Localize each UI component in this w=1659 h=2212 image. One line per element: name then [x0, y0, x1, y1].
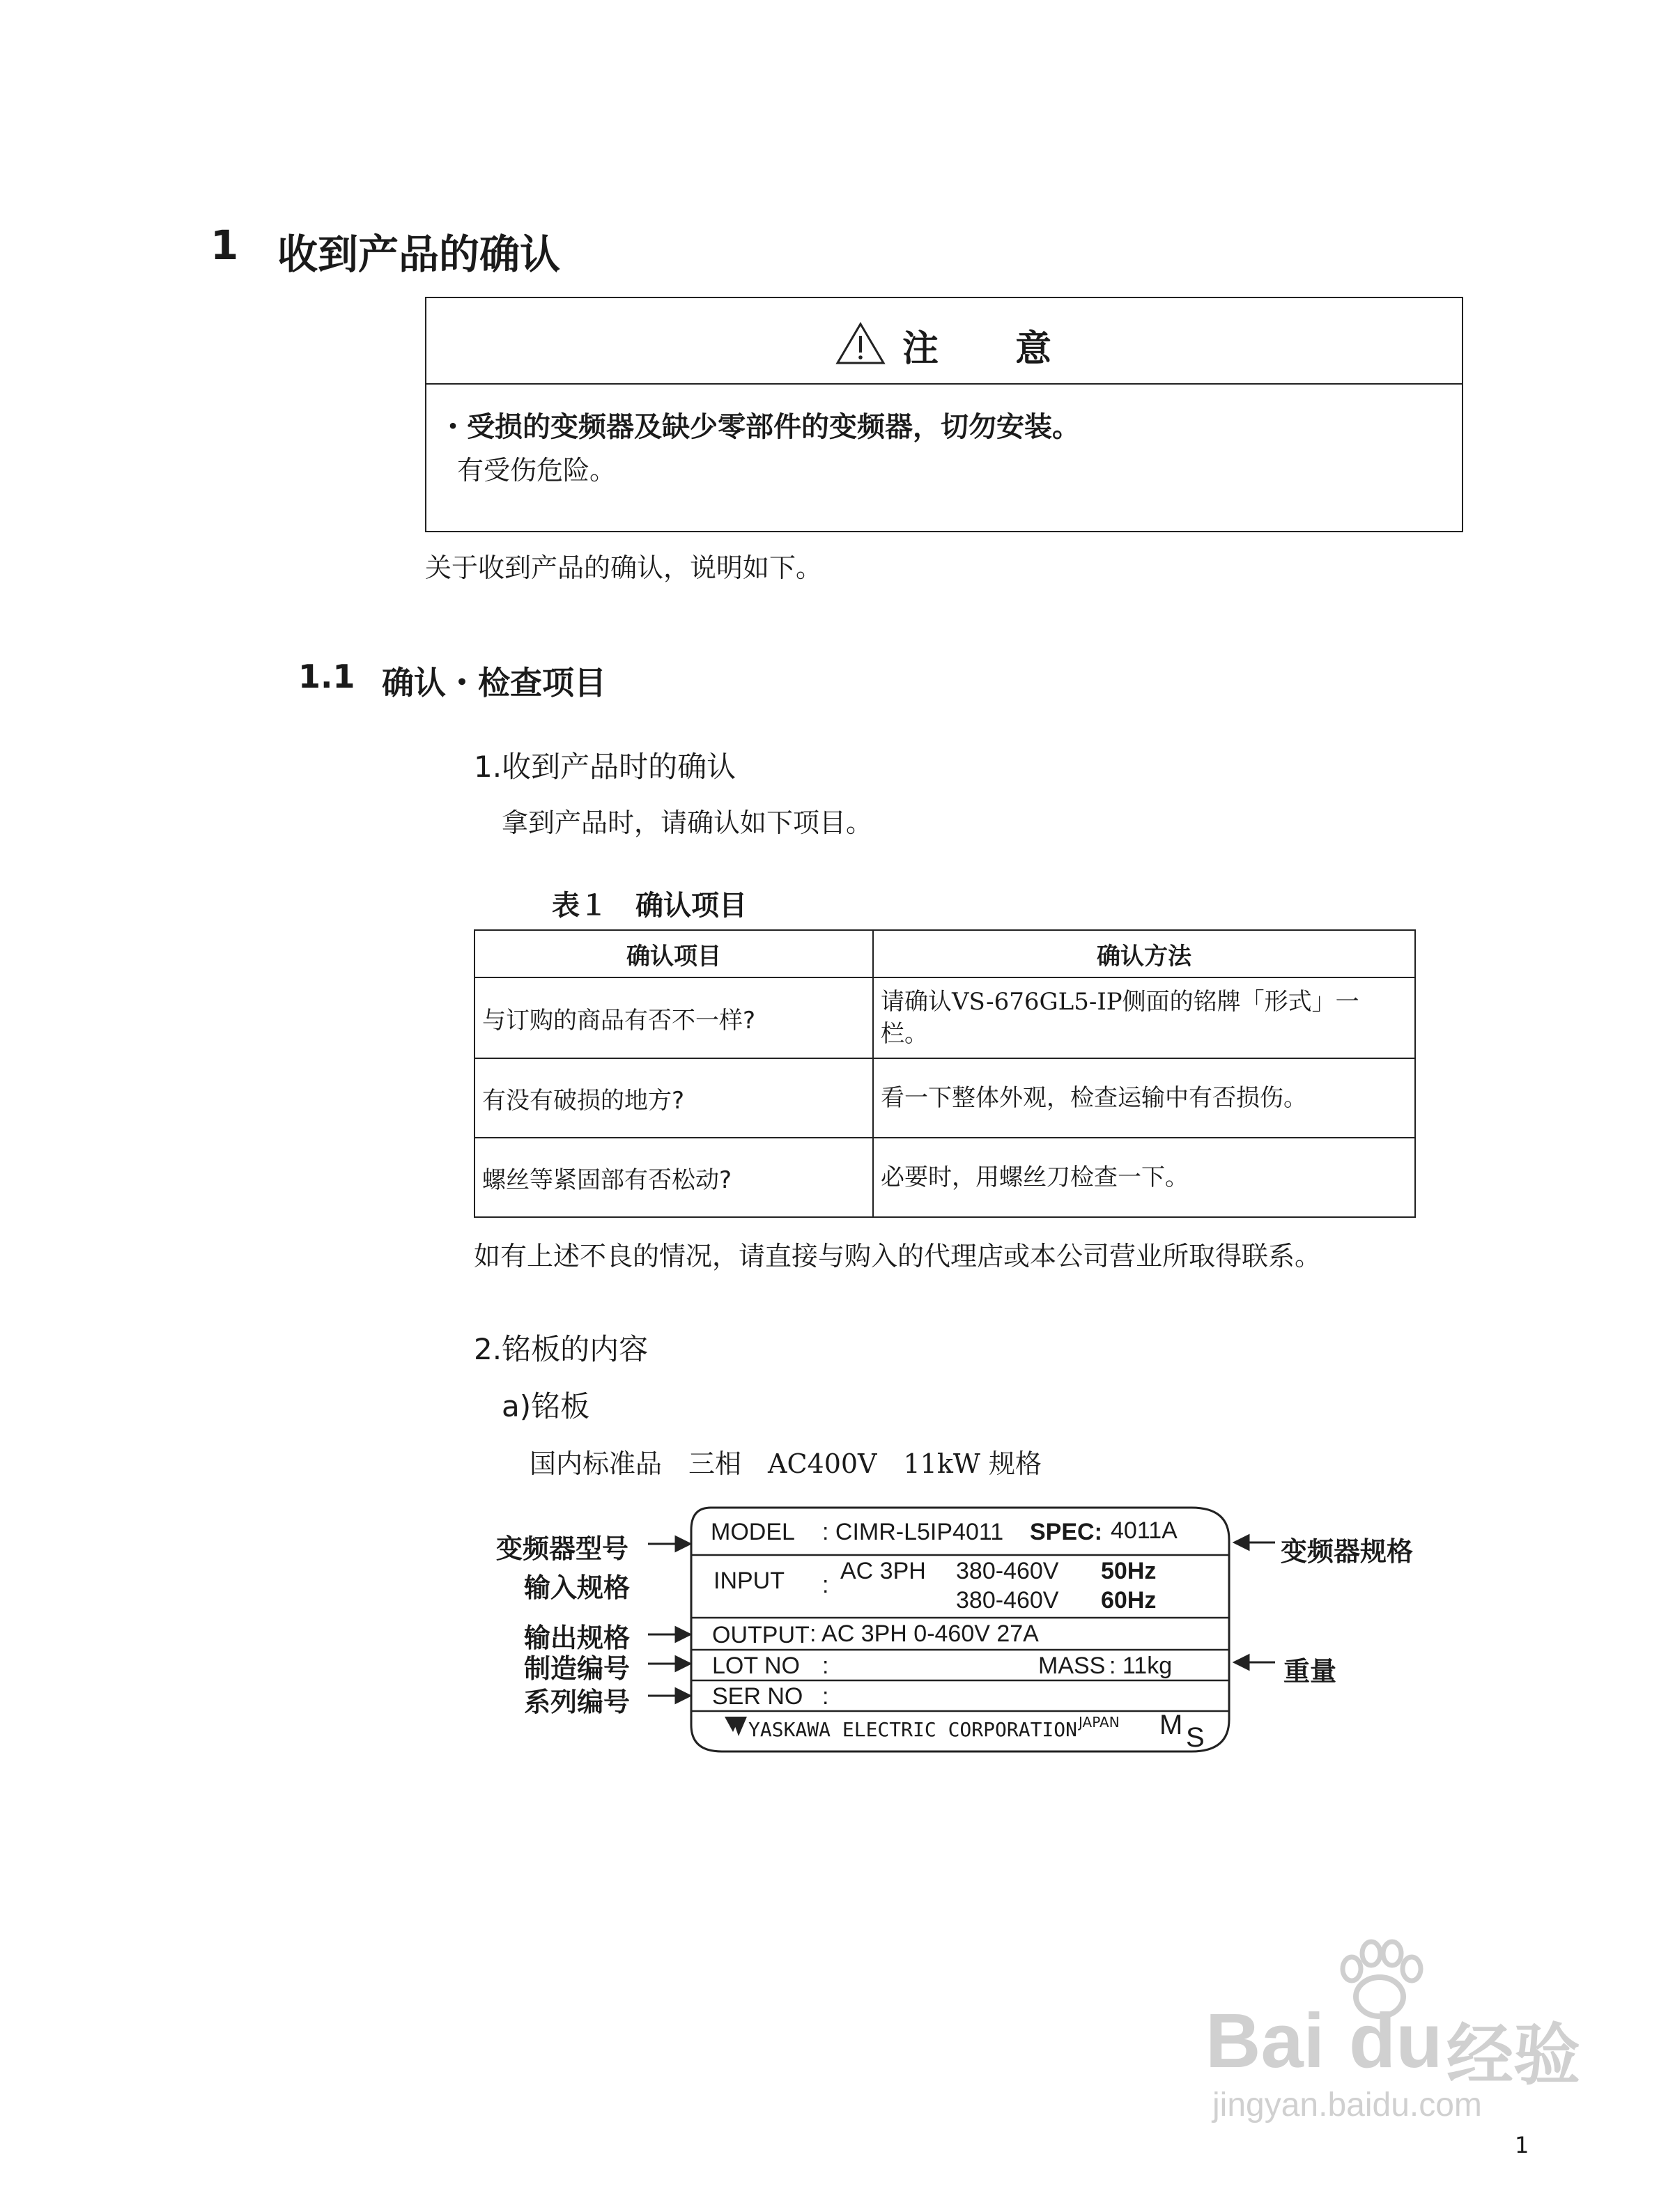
np-input-freq-1: 50Hz [1101, 1558, 1157, 1584]
subsection-number: 1.1 [298, 658, 355, 695]
np-input-voltage-1: 380-460V [956, 1558, 1059, 1584]
np-input-freq-2: 60Hz [1101, 1587, 1157, 1614]
np-country: JAPAN [1079, 1714, 1120, 1731]
np-lot-colon: : [822, 1653, 829, 1679]
label-series-number: 系列编号 [524, 1687, 631, 1717]
table-cell-item: 有没有破损的地方? [474, 1058, 873, 1138]
label-mass: 重量 [1283, 1656, 1337, 1687]
baidu-watermark [1205, 1993, 1596, 2124]
caution-title: 注 意 [902, 328, 1053, 370]
table-header-item: 确认项目 [474, 930, 873, 977]
caution-bullet: ・受损的变频器及缺少零部件的变频器，切勿安装。 [439, 411, 1080, 443]
np-mass-label: MASS [1038, 1653, 1106, 1679]
item2-heading: 2.铭板的内容 [474, 1332, 649, 1366]
label-input-spec: 输入规格 [524, 1572, 631, 1603]
section-title: 收到产品的确认 [277, 231, 561, 278]
np-mark: M [1159, 1710, 1183, 1740]
np-input-colon: : [822, 1572, 829, 1598]
after-table-text: 如有上述不良的情况，请直接与购入的代理店或本公司营业所取得联系。 [474, 1241, 1322, 1271]
np-ser-colon: : [822, 1683, 829, 1710]
np-output-value: : AC 3PH 0-460V 27A [810, 1621, 1039, 1647]
np-output-label: OUTPUT [712, 1622, 810, 1648]
subsection-title: 确认・检查项目 [382, 664, 606, 702]
np-input-phase: AC 3PH [840, 1558, 926, 1584]
np-model-label: MODEL [711, 1519, 795, 1545]
watermark-cn: 经验 [1446, 2018, 1580, 2093]
table-cell-item: 与订购的商品有否不一样? [474, 977, 873, 1058]
item1-heading: 1.收到产品时的确认 [474, 750, 736, 784]
section-number: 1 [210, 222, 239, 269]
arrow-head [676, 1689, 690, 1703]
arrow-head [676, 1627, 690, 1641]
np-spec-value: 4011A [1111, 1517, 1178, 1544]
item2-subheading: a)铭板 [502, 1389, 590, 1423]
table-cell-method-line: 看一下整体外观，检查运输中有否损伤。 [881, 1084, 1307, 1112]
watermark-brand2: du [1349, 1998, 1443, 2084]
np-model-value: : CIMR-L5IP4011 [822, 1519, 1004, 1545]
arrow-head [1235, 1536, 1249, 1549]
np-maker: YASKAWA ELECTRIC CORPORATION [748, 1718, 1078, 1741]
arrow-head [1235, 1655, 1249, 1669]
np-input-label: INPUT [713, 1568, 785, 1594]
table-cell-method-line: 必要时，用螺丝刀检查一下。 [881, 1163, 1189, 1191]
np-mass-value: : 11kg [1109, 1653, 1173, 1679]
np-spec-label: SPEC: [1030, 1519, 1102, 1545]
np-input-voltage-2: 380-460V [956, 1587, 1059, 1614]
np-ser-label: SER NO [712, 1683, 803, 1710]
label-output-spec: 输出规格 [524, 1623, 631, 1653]
np-lot-label: LOT NO [712, 1653, 800, 1679]
page-number: 1 [1515, 2132, 1529, 2158]
caution-sub: 有受伤危险。 [457, 455, 617, 486]
table-header-method: 确认方法 [873, 930, 1415, 977]
spec-line: 国内标准品 三相 AC400V 11kW 规格 [530, 1448, 1042, 1479]
item1-text: 拿到产品时，请确认如下项目。 [502, 807, 873, 838]
label-inverter-model: 变频器型号 [496, 1533, 629, 1564]
intro-text: 关于收到产品的确认，说明如下。 [425, 552, 823, 583]
label-inverter-spec: 变频器规格 [1281, 1536, 1414, 1567]
watermark-brand: Bai [1205, 1998, 1325, 2084]
table-cell-method-line: 栏。 [881, 1020, 928, 1048]
watermark-url: jingyan.baidu.com [1212, 2087, 1482, 2124]
table-caption: 表１ 确认项目 [552, 890, 747, 922]
table-cell-method-line: 请确认VS-676GL5-IP侧面的铭牌「形式」一 [881, 988, 1359, 1016]
arrow-head [676, 1537, 690, 1551]
np-mark-sub: S [1186, 1722, 1205, 1753]
table-cell-item: 螺丝等紧固部有否松动? [474, 1138, 873, 1217]
label-serial-number: 制造编号 [524, 1653, 631, 1684]
arrow-head [676, 1657, 690, 1671]
